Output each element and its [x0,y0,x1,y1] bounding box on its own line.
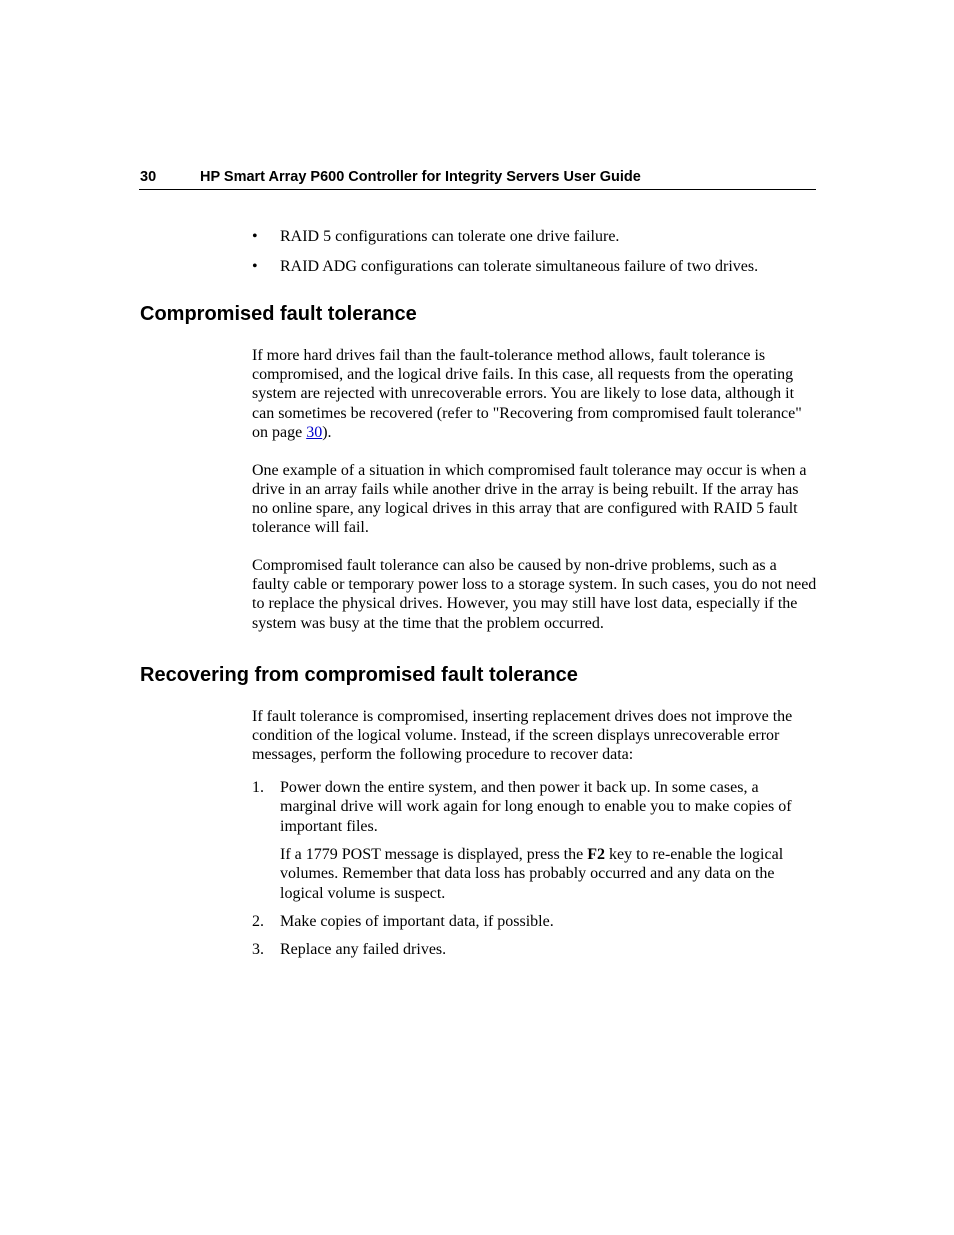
paragraph: One example of a situation in which compromised fault tolerance may occur is when a drive in an array fails while another drive in the array is being rebuilt. If the array has no online spare, any logical drives in this array that are configured with RAID 5 fault tolerance will fail. [252,461,807,537]
list-item-text: RAID 5 configurations can tolerate one drive failure. [280,228,620,245]
section-heading-recovering: Recovering from compromised fault tolerance [140,664,578,686]
section-body-recovering [252,707,817,968]
step-item [252,940,817,959]
step-text: Make copies of important data, if possible. [280,912,554,930]
list-item [252,227,817,246]
note-text: If a 1779 POST message is displayed, press the [280,846,588,864]
step-item [252,778,817,903]
note-text: key to re-enable the logical volumes. Remember that data loss has probably occurred and any data on the logical volume is suspect. [280,846,784,902]
step-number: 3. [252,941,264,959]
step-text: Replace any failed drives. [280,941,447,959]
bullet-icon: • [252,228,258,245]
paragraph: Compromised fault tolerance can also be caused by non-drive problems, such as a faulty cable or temporary power loss to a storage system. In such cases, you do not need to replace the physical drives. However, you may still have lost data, especially if the system was busy at the time that the problem occurred. [252,557,817,632]
page-number: 30 [140,169,157,185]
list-item-text: RAID ADG configurations can tolerate simultaneous failure of two drives. [280,257,759,275]
step-text: Power down the entire system, and then power it back up. In some cases, a marginal drive will work again for long enough to enable you to make copies of important files. [280,779,792,835]
recovery-steps [252,778,817,959]
paragraph-text: ). [322,423,332,441]
section-body-compromised [252,346,817,651]
paragraph [252,346,817,442]
step-number: 1. [252,779,264,797]
list-item [252,257,817,276]
paragraph: If fault tolerance is compromised, inserting replacement drives does not improve the condition of the logical volume. Instead, if the screen displays unrecoverable error messages, perform the following procedure to recover data: [252,708,793,764]
page-reference-link[interactable]: 30 [306,423,323,441]
bullet-icon: • [252,257,258,275]
raid-tolerance-list [252,227,817,286]
page-header [139,168,816,190]
step-note [280,845,817,903]
step-number: 2. [252,912,264,930]
section-heading-compromised: Compromised fault tolerance [140,303,417,325]
document-title: HP Smart Array P600 Controller for Integrity Servers User Guide [200,169,641,185]
key-name: F2 [587,846,605,864]
paragraph-text: If more hard drives fail than the fault-tolerance method allows, fault tolerance is compromised, and the logical drive fails. In this case, all requests from the operating system are rejected with unrecoverable errors. You are likely to lose data, although it can sometimes be recovered (refer to "Recovering from compromised fault tolerance" on page [252,347,802,441]
step-item [252,912,817,931]
